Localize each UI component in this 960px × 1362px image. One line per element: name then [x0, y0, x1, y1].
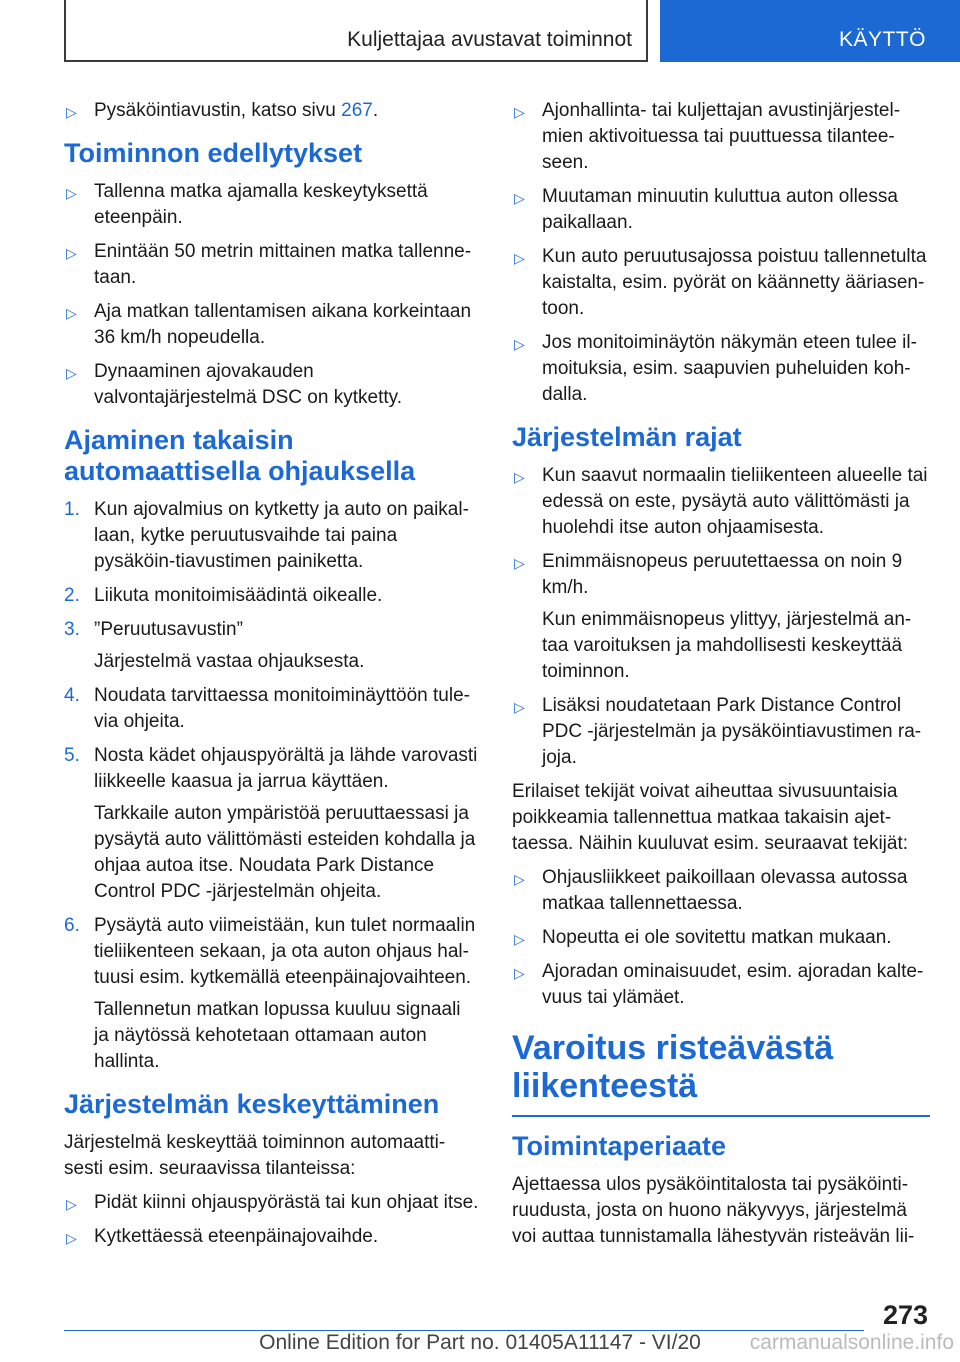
triangle-bullet-icon: ▷: [514, 336, 525, 352]
list-item-text: Aja matkan tallentamisen aikana korkeintaan 36 km/h nopeudella.: [94, 301, 472, 348]
list-item: [512, 865, 930, 917]
punctuation: .: [372, 100, 379, 121]
step-text: Liikuta monitoimisäädintä oikealle.: [94, 585, 383, 606]
list-item: [512, 330, 930, 408]
step-number: 1.: [64, 499, 80, 520]
page-link[interactable]: 267: [341, 100, 373, 121]
watermark: carmanualsonline.info: [749, 1331, 954, 1354]
step-text: Noudata tarvittaessa monitoiminäyttöön tule-via ohjeita.: [94, 685, 470, 732]
list-item-text: Pidät kiinni ohjauspyörästä tai kun ohjaat itse.: [94, 1192, 479, 1213]
list-item-text: Dynaaminen ajovakauden valvontajärjestelmä DSC on kytketty.: [94, 361, 402, 408]
list-item: [512, 98, 930, 176]
list-item-text: Kun saavut normaalin tieliikenteen alueelle tai edessä on este, pysäytä auto välittömästi ja huolehdi itse auton ohjaamisesta.: [542, 465, 928, 538]
list-item-text: Lisäksi noudatetaan Park Distance Control PDC -järjestelmän ja pysäköintiavustimen ra-joja.: [542, 695, 922, 768]
chapter-tab: [660, 0, 960, 62]
list-item: [64, 1224, 480, 1250]
list-item: [64, 1190, 480, 1216]
left-column: [64, 98, 480, 1258]
triangle-bullet-icon: ▷: [514, 965, 525, 981]
triangle-bullet-icon: ▷: [514, 699, 525, 715]
paragraph: Ajettaessa ulos pysäköintitalosta tai pysäköinti-ruudusta, josta on huono näkyvyys, järjestelmä voi auttaa tunnistamalla lähestyvän risteävän lii-: [512, 1174, 915, 1247]
list-item-text: Kun auto peruutusajossa poistuu tallennetulta kaistalta, esim. pyörät on käännetty ääriasen-toon.: [542, 246, 927, 319]
step-text: Kun ajovalmius on kytketty ja auto on paikal-laan, kytke peruutusvaihde tai paina pysäköin-tiavustimen painiketta.: [94, 499, 469, 572]
list-item-text: Kytkettäessä eteenpäinajovaihde.: [94, 1226, 379, 1247]
chapter-tab-label: KÄYTTÖ: [838, 28, 926, 51]
list-item: [64, 98, 480, 124]
right-column: [512, 98, 930, 1258]
list-item-text: Tallenna matka ajamalla keskeytyksettä eteenpäin.: [94, 181, 428, 228]
list-item-text: Pysäköintiavustin, katso sivu: [94, 100, 342, 121]
list-item: [512, 959, 930, 1011]
step-number: 6.: [64, 915, 80, 936]
step-text: ”Peruutusavustin”: [94, 619, 243, 640]
triangle-bullet-icon: ▷: [66, 104, 77, 120]
triangle-bullet-icon: ▷: [514, 871, 525, 887]
list-item: [512, 693, 930, 771]
step-number: 2.: [64, 585, 80, 606]
page-header: [0, 0, 960, 66]
list-item-text: Ajonhallinta- tai kuljettajan avustinjärjestel-mien aktivoituessa tai puuttuessa tilantee-seen.: [542, 100, 901, 173]
heading-principle: Toimintaperiaate: [512, 1131, 727, 1161]
step-subtext: Tallennetun matkan lopussa kuuluu signaali ja näytössä kehotetaan ottamaan auton hallinta.: [94, 999, 461, 1072]
list-item-text: Nopeutta ei ole sovitettu matkan mukaan.: [542, 927, 892, 948]
step-subtext: Tarkkaile auton ympäristöä peruuttaessasi ja pysäytä auto välittömästi esteiden kohdalla ja ohjaa autoa itse. Noudata Park Distance Control PDC -järjestelmän ohjeita.: [94, 803, 476, 902]
triangle-bullet-icon: ▷: [514, 555, 525, 571]
triangle-bullet-icon: ▷: [66, 1230, 77, 1246]
step-item: [64, 683, 480, 735]
page-number: 273: [882, 1300, 928, 1330]
list-item-text: Ohjausliikkeet paikoillaan olevassa autossa matkaa tallennettaessa.: [542, 867, 908, 914]
step-subtext: Järjestelmä vastaa ohjauksesta.: [94, 651, 365, 672]
list-item: [512, 549, 930, 685]
triangle-bullet-icon: ▷: [66, 185, 77, 201]
step-item: [64, 743, 480, 905]
triangle-bullet-icon: ▷: [514, 931, 525, 947]
triangle-bullet-icon: ▷: [514, 469, 525, 485]
triangle-bullet-icon: ▷: [514, 104, 525, 120]
step-number: 5.: [64, 745, 80, 766]
step-text: Pysäytä auto viimeistään, kun tulet normaalin tieliikenteen sekaan, ja ota auton ohjaus hal-tuusi esim. kytkemällä eteenpäinajovaihteen.: [94, 915, 476, 988]
heading-cross-traffic: Varoitus risteävästä liikenteestä: [512, 1029, 834, 1105]
step-item: [64, 913, 480, 1075]
list-item: [512, 463, 930, 541]
heading-limits: Järjestelmän rajat: [512, 422, 742, 452]
list-item-text: Ajoradan ominaisuudet, esim. ajoradan kalte-vuus tai ylämäet.: [542, 961, 924, 1008]
step-item: [64, 583, 480, 609]
step-text: Nosta kädet ohjauspyörältä ja lähde varovasti liikkeelle kaasua ja jarrua käyttäen.: [94, 745, 478, 792]
list-item-text: Enimmäisnopeus peruutettaessa on noin 9 km/h.: [542, 551, 903, 598]
list-item: [64, 299, 480, 351]
section-title: Kuljettajaa avustavat toiminnot: [347, 28, 632, 51]
triangle-bullet-icon: ▷: [514, 190, 525, 206]
list-item-text: Muutaman minuutin kuluttua auton ollessa paikallaan.: [542, 186, 898, 233]
list-item: [512, 925, 930, 951]
heading-interrupt: Järjestelmän keskeyttäminen: [64, 1089, 440, 1119]
list-item: [512, 184, 930, 236]
list-item: [64, 179, 480, 231]
paragraph: Järjestelmä keskeyttää toiminnon automaatti-sesti esim. seuraavissa tilanteissa:: [64, 1132, 446, 1179]
list-item-subtext: Kun enimmäisnopeus ylittyy, järjestelmä an-taa varoituksen ja mahdollisesti keskeyttää toiminnon.: [542, 609, 912, 682]
step-item: [64, 497, 480, 575]
triangle-bullet-icon: ▷: [514, 250, 525, 266]
triangle-bullet-icon: ▷: [66, 245, 77, 261]
step-number: 3.: [64, 619, 80, 640]
list-item: [512, 244, 930, 322]
list-item-text: Enintään 50 metrin mittainen matka tallenne-taan.: [94, 241, 472, 288]
section-divider: [512, 1115, 930, 1117]
footer-edition: Online Edition for Part no. 01405A11147 - VI/20: [259, 1331, 701, 1354]
step-number: 4.: [64, 685, 80, 706]
triangle-bullet-icon: ▷: [66, 305, 77, 321]
list-item: [64, 239, 480, 291]
heading-requirements: Toiminnon edellytykset: [64, 138, 363, 168]
paragraph: Erilaiset tekijät voivat aiheuttaa sivusuuntaisia poikkeamia tallennettua matkaa takaisin ajet-taessa. Näihin kuuluvat esim. seuraavat tekijät:: [512, 781, 909, 854]
triangle-bullet-icon: ▷: [66, 365, 77, 381]
triangle-bullet-icon: ▷: [66, 1196, 77, 1212]
step-item: [64, 617, 480, 675]
list-item: [64, 359, 480, 411]
heading-reverse-driving: Ajaminen takaisin automaattisella ohjauksella: [64, 425, 416, 486]
section-header-box: [64, 0, 648, 62]
list-item-text: Jos monitoiminäytön näkymän eteen tulee il-moituksia, esim. saapuvien puheluiden koh-dalla.: [542, 332, 917, 405]
